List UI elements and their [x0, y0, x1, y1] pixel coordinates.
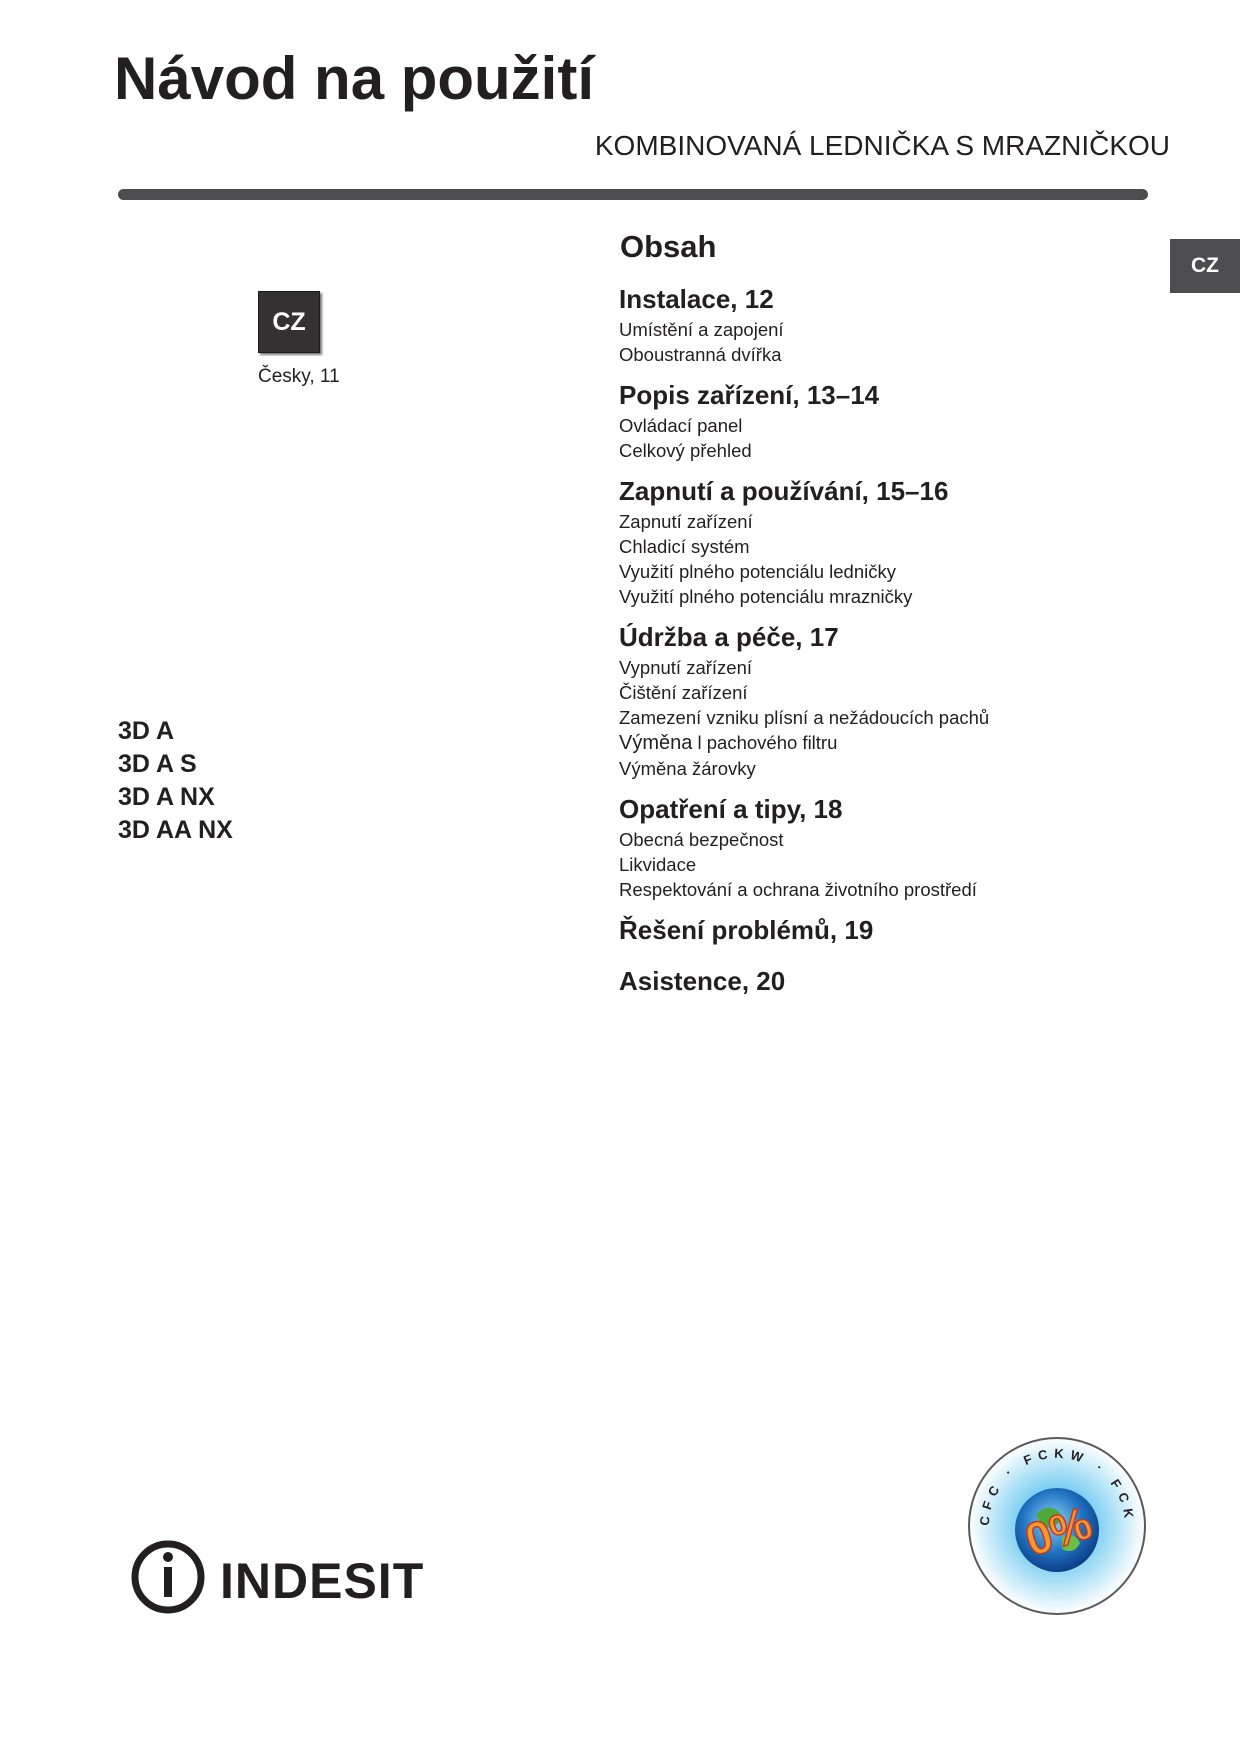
language-side-tab: CZ: [1170, 239, 1240, 293]
document-subtitle: KOMBINOVANÁ LEDNIČKA S MRAZNIČKOU: [594, 130, 1170, 161]
toc-section-instalace: [619, 282, 1179, 367]
toc-item: Chladicí systém: [619, 536, 750, 557]
language-code-box: CZ: [258, 291, 320, 353]
toc-item: Ovládací panel: [619, 415, 743, 436]
toc-heading: Údržba a péče, 17: [619, 622, 839, 652]
table-of-contents: [619, 282, 1179, 1015]
toc-item-suffix: l pachového filtru: [697, 732, 838, 753]
toc-item: Zamezení vzniku plísní a nežádoucích pachů: [619, 707, 990, 728]
toc-heading: Popis zařízení, 13–14: [619, 380, 880, 410]
model-name: 3D A S: [118, 750, 197, 778]
indesit-logo: [128, 1535, 448, 1625]
toc-heading: Zapnutí a používání, 15–16: [619, 476, 949, 506]
toc-section-opatreni: [619, 792, 1179, 902]
toc-section-zapnuti: [619, 474, 1179, 609]
toc-item: Zapnutí zařízení: [619, 511, 753, 532]
toc-heading: Asistence, 20: [619, 966, 786, 996]
logo-wordmark: INDESIT: [220, 1553, 425, 1609]
toc-item: Vypnutí zařízení: [619, 657, 752, 678]
seal-center-text: 0%: [1018, 1496, 1099, 1567]
toc-item: Obecná bezpečnost: [619, 829, 784, 850]
toc-item: Výměna žárovky: [619, 758, 756, 779]
model-name: 3D A NX: [118, 783, 215, 811]
toc-heading: Opatření a tipy, 18: [619, 794, 843, 824]
cfc-free-seal-icon: [966, 1435, 1148, 1617]
toc-item: Likvidace: [619, 854, 697, 875]
toc-item: Čištění zařízení: [619, 682, 748, 703]
document-title: Návod na použití: [114, 45, 594, 112]
toc-item-filter: [619, 730, 1179, 756]
toc-heading: Instalace, 12: [619, 284, 774, 314]
toc-item: Využití plného potenciálu ledničky: [619, 561, 896, 582]
model-name: 3D A: [118, 717, 175, 745]
toc-item: Využití plného potenciálu mrazničky: [619, 586, 913, 607]
toc-item: Celkový přehled: [619, 440, 752, 461]
model-list: [118, 715, 418, 847]
language-page-reference: Česky, 11: [258, 366, 340, 387]
toc-item: Umístění a zapojení: [619, 319, 784, 340]
toc-heading: Řešení problémů, 19: [619, 915, 874, 945]
toc-section-asistence: [619, 964, 1179, 999]
toc-section-popis: [619, 378, 1179, 463]
toc-item: Respektování a ochrana životního prostředí: [619, 879, 977, 900]
toc-title: Obsah: [620, 229, 717, 264]
toc-item: Oboustranná dvířka: [619, 344, 782, 365]
toc-section-udrzba: [619, 620, 1179, 781]
toc-item-word: Výměna: [619, 732, 693, 754]
toc-section-reseni: [619, 913, 1179, 948]
model-name: 3D AA NX: [118, 816, 233, 844]
seal-ring-text: CFC · FCKW · FCK: [976, 1445, 1138, 1527]
header-divider: [118, 189, 1148, 200]
